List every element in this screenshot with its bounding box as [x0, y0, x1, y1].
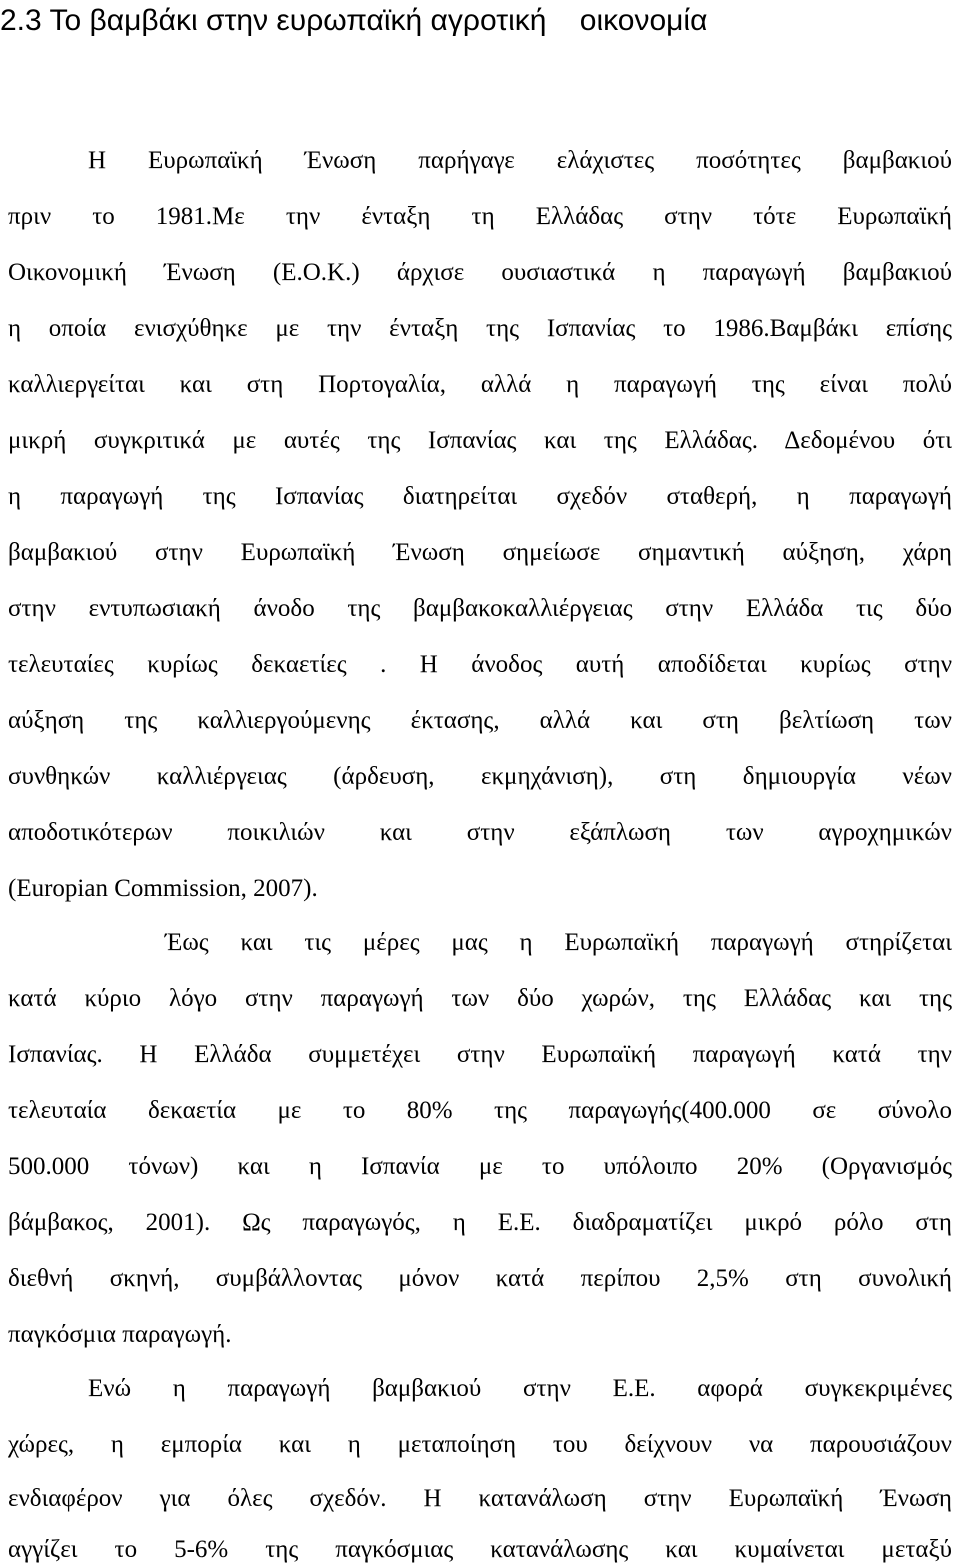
paragraph-1-line-14: (Europian Commission, 2007).	[8, 875, 318, 902]
paragraph-1-line-4: η οποία ενισχύθηκε με την ένταξη της Ισπανίας το 1986.Βαμβάκι επίσης	[8, 315, 952, 342]
paragraph-2-line-8: παγκόσμια παραγωγή.	[8, 1321, 232, 1348]
paragraph-2-line-3: Ισπανίας. Η Ελλάδα συμμετέχει στην Ευρωπαϊκή παραγωγή κατά την	[8, 1041, 952, 1068]
paragraph-1-line-5: καλλιεργείται και στη Πορτογαλία, αλλά η παραγωγή της είναι πολύ	[8, 371, 952, 398]
paragraph-3-line-1: Ενώ η παραγωγή βαμβακιού στην Ε.Ε. αφορά συγκεκριμένες	[88, 1375, 952, 1402]
paragraph-1-line-2: πριν το 1981.Με την ένταξη τη Ελλάδας στην τότε Ευρωπαϊκή	[8, 203, 952, 230]
paragraph-1-line-8: βαμβακιού στην Ευρωπαϊκή Ένωση σημείωσε σημαντική αύξηση, χάρη	[8, 539, 952, 566]
paragraph-1-line-9: στην εντυπωσιακή άνοδο της βαμβακοκαλλιέργειας στην Ελλάδα τις δύο	[8, 595, 952, 622]
paragraph-1-line-12: συνθηκών καλλιέργειας (άρδευση, εκμηχάνιση), στη δημιουργία νέων	[8, 763, 952, 790]
paragraph-1-line-11: αύξηση της καλλιεργούμενης έκτασης, αλλά και στη βελτίωση των	[8, 707, 952, 734]
paragraph-2-line-6: βάμβακος, 2001). Ως παραγωγός, η Ε.Ε. διαδραματίζει μικρό ρόλο στη	[8, 1209, 952, 1236]
paragraph-1-line-10: τελευταίες κυρίως δεκαετίες . Η άνοδος αυτή αποδίδεται κυρίως στην	[8, 651, 952, 678]
paragraph-3-line-4: αγγίζει το 5-6% της παγκόσμιας κατανάλωσης και κυμαίνεται μεταξύ	[8, 1536, 952, 1563]
paragraph-1-line-13: αποδοτικότερων ποικιλιών και στην εξάπλωση των αγροχημικών	[8, 819, 952, 846]
section-heading: 2.3 Το βαμβάκι στην ευρωπαϊκή αγροτική οικονομία	[0, 4, 708, 37]
paragraph-1-line-6: μικρή συγκριτικά με αυτές της Ισπανίας και της Ελλάδας. Δεδομένου ότι	[8, 427, 952, 454]
paragraph-2-line-1: Έως και τις μέρες μας η Ευρωπαϊκή παραγωγή στηρίζεται	[165, 929, 952, 956]
paragraph-3-line-3: ενδιαφέρον για όλες σχεδόν. Η κατανάλωση στην Ευρωπαϊκή Ένωση	[8, 1485, 952, 1512]
paragraph-1-line-3: Οικονομική Ένωση (Ε.Ο.Κ.) άρχισε ουσιαστικά η παραγωγή βαμβακιού	[8, 259, 952, 286]
paragraph-3-line-2: χώρες, η εμπορία και η μεταποίηση του δείχνουν να παρουσιάζουν	[8, 1431, 952, 1458]
paragraph-1-line-1: Η Ευρωπαϊκή Ένωση παρήγαγε ελάχιστες ποσότητες βαμβακιού	[88, 147, 952, 174]
paragraph-2-line-5: 500.000 τόνων) και η Ισπανία με το υπόλοιπο 20% (Οργανισμός	[8, 1153, 952, 1180]
paragraph-2-line-7: διεθνή σκηνή, συμβάλλοντας μόνον κατά περίπου 2,5% στη συνολική	[8, 1265, 952, 1292]
paragraph-1-line-7: η παραγωγή της Ισπανίας διατηρείται σχεδόν σταθερή, η παραγωγή	[8, 483, 952, 510]
paragraph-2-line-2: κατά κύριο λόγο στην παραγωγή των δύο χωρών, της Ελλάδας και της	[8, 985, 952, 1012]
paragraph-2-line-4: τελευταία δεκαετία με το 80% της παραγωγής(400.000 σε σύνολο	[8, 1097, 952, 1124]
